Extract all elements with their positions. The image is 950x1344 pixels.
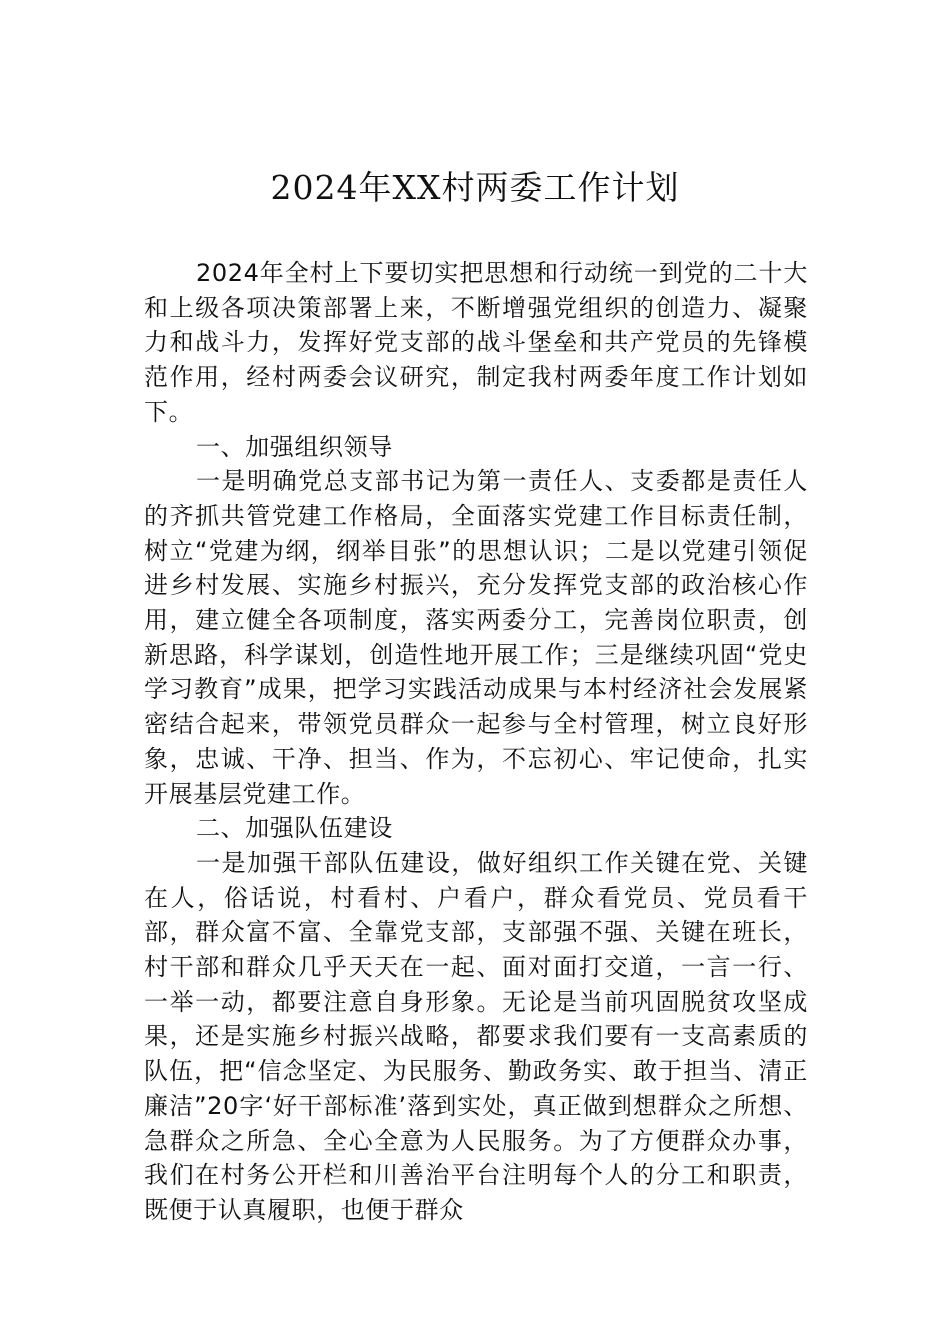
document-body: [144, 256, 808, 1228]
section-heading-team: 二、加强队伍建设: [196, 814, 393, 843]
document-title: 2024年XX村两委工作计划: [270, 168, 680, 207]
intro-paragraph: 2024年全村上下要切实把思想和行动统一到党的二十大和上级各项决策部署上来，不断增强党组织的创造力、凝聚力和战斗力，发挥好党支部的战斗堡垒和共产党员的先锋模范作用，经村两委会议研究，制定我村两委年度工作计划如下。: [144, 259, 808, 426]
section-heading-organization: 一、加强组织领导: [196, 432, 393, 461]
section-paragraph-organization: 一是明确党总支部书记为第一责任人、支委都是责任人的齐抓共管党建工作格局，全面落实党建工作目标责任制，树立“党建为纲，纲举目张”的思想认识；二是以党建引领促进乡村发展、实施乡村振兴，充分发挥党支部的政治核心作用，建立健全各项制度，落实两委分工，完善岗位职责，创新思路，科学谋划，创造性地开展工作；三是继续巩固“党史学习教育”成果，把学习实践活动成果与本村经济社会发展紧密结合起来，带领党员群众一起参与全村管理，树立良好形象，忠诚、干净、担当、作为，不忘初心、牢记使命，扎实开展基层党建工作。: [144, 467, 808, 808]
section-paragraph-team: 一是加强干部队伍建设，做好组织工作关键在党、关键在人，俗话说，村看村、户看户，群众看党员、党员看干部，群众富不富、全靠党支部，支部强不强、关键在班长，村干部和群众几乎天天在一起、面对面打交道，一言一行、一举一动，都要注意自身形象。无论是当前巩固脱贫攻坚成果，还是实施乡村振兴战略，都要求我们要有一支高素质的队伍，把“信念坚定、为民服务、勤政务实、敢于担当、清正廉洁”20字‘好干部标准’落到实处，真正做到想群众之所想、急群众之所急、全心全意为人民服务。为了方便群众办事，我们在村务公开栏和川善治平台注明每个人的分工和职责，既便于认真履职，也便于群众: [144, 848, 808, 1224]
